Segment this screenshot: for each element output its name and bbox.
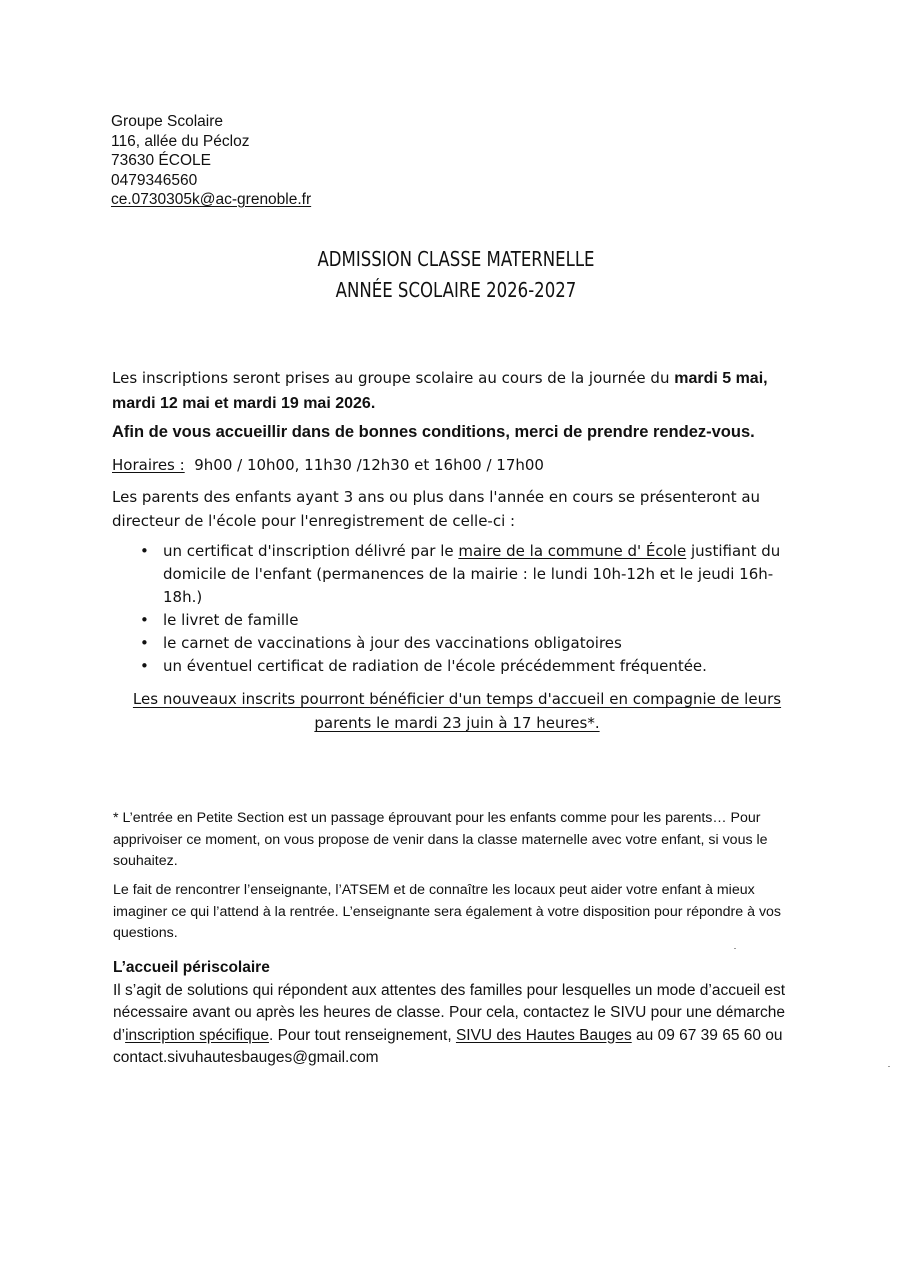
appointment-notice: Afin de vous accueillir dans de bonnes conditions, merci de prendre rendez-vous.	[112, 423, 755, 441]
hours-label: Horaires :	[112, 456, 185, 474]
sivu-link[interactable]: SIVU des Hautes Bauges	[455, 1026, 632, 1044]
title-line-1: ADMISSION CLASSE MATERNELLE	[317, 247, 595, 271]
scan-speck	[734, 948, 736, 949]
welcome-time-notice: Les nouveaux inscrits pourront bénéficier d'un temps d'accueil en compagnie de leurs parents le mardi 23 juin à 17 heures*.	[132, 690, 782, 732]
bullet-icon: •	[140, 634, 149, 652]
mayor-link[interactable]: maire de la commune d' École	[458, 542, 687, 560]
hours-value: 9h00 / 10h00, 11h30 /12h30 et 16h00 / 17h00	[194, 456, 544, 474]
school-email-link[interactable]: ce.0730305k@ac-grenoble.fr	[111, 191, 312, 208]
hours-line	[112, 453, 792, 477]
scan-speck	[888, 1066, 890, 1067]
bullet-icon: •	[140, 542, 149, 560]
bullet-icon: •	[140, 611, 149, 629]
list-item: • un éventuel certificat de radiation de l'école précédemment fréquentée.	[140, 655, 800, 678]
periscolaire-heading: L’accueil périscolaire	[113, 959, 270, 976]
list-item: • le livret de famille	[140, 609, 800, 632]
school-street: 116, allée du Pécloz	[111, 132, 250, 150]
periscolaire-section	[113, 957, 803, 1070]
intro-paragraph	[112, 366, 792, 416]
intro-dates: mardi 5 mai, mardi 12 mai et mardi 19 mai 2026.	[112, 370, 768, 412]
intro-text: Les inscriptions seront prises au groupe scolaire au cours de la journée du	[112, 369, 675, 387]
page-title	[36, 244, 875, 306]
parents-paragraph: Les parents des enfants ayant 3 ans ou plus dans l'année en cours se présenteront au directeur de l'école pour l'enregistrement de celle-ci :	[112, 488, 761, 530]
periscolaire-text: Il s’agit de solutions qui répondent aux attentes des familles pour lesquelles un mode d’accueil est nécessaire avant ou après les heures de classe. Pour cela, contactez le SIVU pour une démarche d’inscription spécifique. Pour tout renseignement, SIVU des Hautes Bauges au 09 67 39 65 60 ou contact.sivuhautesbauges@gmail.com	[113, 981, 786, 1066]
school-phone: 0479346560	[111, 171, 198, 189]
list-item: • un certificat d'inscription délivré par le maire de la commune d' École justifiant du domicile de l'enfant (permanences de la mairie : le lundi 10h-12h et le jeudi 16h-18h.)	[140, 542, 781, 606]
bullet-icon: •	[140, 657, 149, 675]
school-address-block	[111, 112, 311, 210]
required-documents-list	[140, 540, 800, 678]
specific-registration-link[interactable]: inscription spécifique	[125, 1026, 269, 1044]
school-city: 73630 ÉCOLE	[111, 152, 211, 169]
title-line-2: ANNÉE SCOLAIRE 2026-2027	[335, 278, 577, 302]
school-name: Groupe Scolaire	[111, 113, 224, 130]
list-item: • le carnet de vaccinations à jour des vaccinations obligatoires	[140, 632, 800, 655]
footnote-paragraph-2: Le fait de rencontrer l’enseignante, l’ATSEM et de connaître les locaux peut aider votre enfant à mieux imaginer ce qui l’attend à la rentrée. L’enseignante sera également à votre disposition pour répondre à vos questions.	[113, 882, 782, 941]
footnote-paragraph-1: * L’entrée en Petite Section est un passage éprouvant pour les enfants comme pour les parents… Pour apprivoiser ce moment, on vous propose de venir dans la classe maternelle avec votre enfant, si vous le souhaitez.	[113, 810, 768, 869]
